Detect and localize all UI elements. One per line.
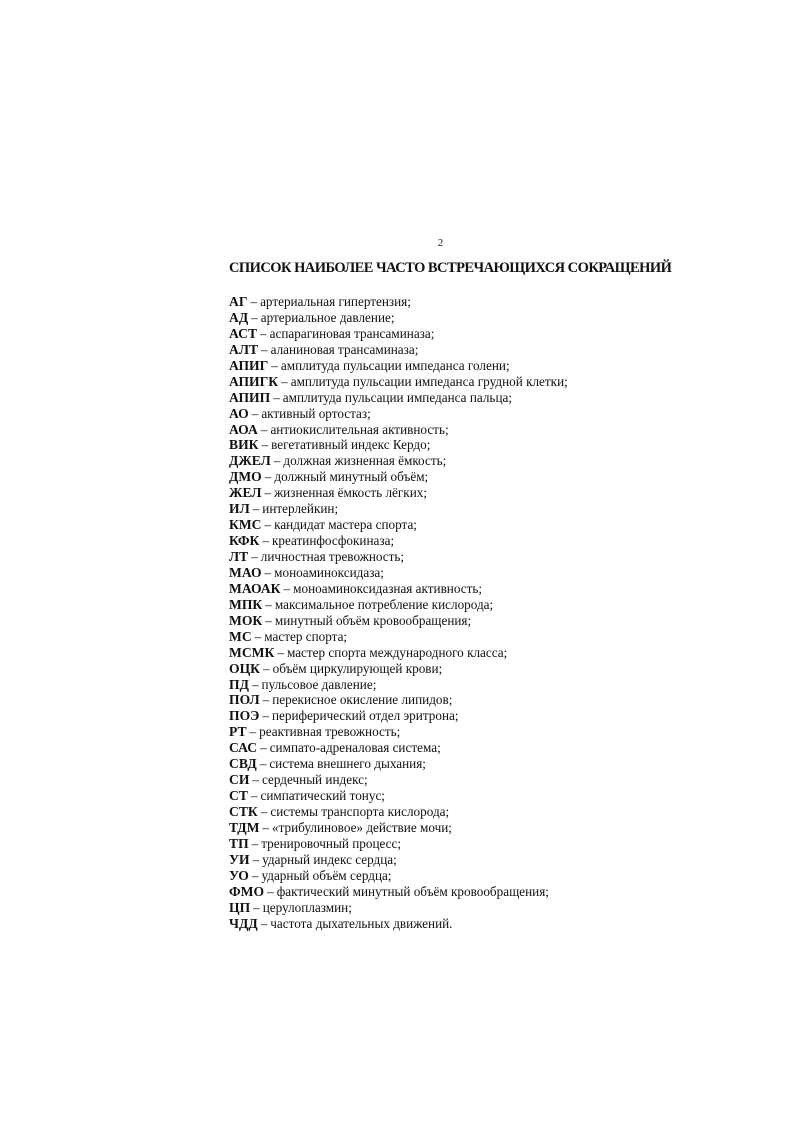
abbreviation-definition: креатинфосфокиназа; [271, 533, 395, 549]
abbreviation-separator: – [264, 564, 272, 580]
abbreviation-item [229, 549, 568, 565]
abbreviation-item [229, 565, 568, 581]
abbreviation-definition: артериальная гипертензия; [260, 294, 411, 309]
abbreviation-item [229, 916, 568, 932]
abbreviation-term: АПИГК [229, 373, 279, 389]
abbreviation-separator: – [265, 612, 272, 628]
abbreviation-definition: амплитуда пульсации импеданса голени; [280, 357, 510, 373]
abbreviation-separator: – [263, 660, 270, 676]
abbreviation-definition: сердечный индекс; [261, 772, 368, 788]
abbreviation-definition: симпато-адреналовая система; [269, 740, 441, 756]
abbreviation-separator: – [267, 883, 274, 899]
abbreviation-item [229, 501, 568, 517]
abbreviation-item [229, 437, 568, 453]
abbreviation-item [229, 342, 568, 358]
abbreviation-term: СИ [229, 772, 250, 788]
abbreviation-term: МС [229, 628, 252, 644]
abbreviation-definition: мастер спорта; [264, 628, 348, 644]
abbreviation-separator: – [277, 644, 284, 660]
abbreviation-separator: – [251, 835, 259, 851]
abbreviation-item [229, 788, 568, 804]
abbreviation-definition: моноаминоксидазная активность; [293, 580, 483, 596]
abbreviation-definition: церулоплазмин; [262, 899, 352, 915]
abbreviation-term: МСМК [229, 644, 275, 660]
abbreviation-term: ПД [229, 676, 249, 692]
abbreviation-term: ТП [229, 835, 249, 851]
abbreviation-term: МАО [229, 564, 262, 580]
abbreviation-item [229, 804, 568, 820]
abbreviation-separator: – [261, 437, 269, 453]
abbreviation-item [229, 485, 568, 501]
abbreviation-separator: – [251, 676, 259, 692]
abbreviation-separator: – [251, 309, 258, 325]
abbreviation-separator: – [259, 756, 267, 772]
abbreviation-separator: – [265, 596, 272, 612]
abbreviation-definition: интерлейкин; [262, 501, 339, 517]
abbreviation-term: АД [229, 309, 249, 325]
abbreviation-separator: – [264, 485, 272, 501]
abbreviation-term: АПИП [229, 389, 271, 405]
abbreviation-term: АГ [229, 294, 248, 309]
abbreviation-separator: – [271, 357, 278, 373]
abbreviation-definition: тренировочный процесс; [261, 835, 402, 851]
abbreviation-separator: – [250, 788, 258, 804]
abbreviation-definition: объём циркулирующей крови; [272, 660, 443, 676]
abbreviation-term: ТДМ [229, 819, 260, 835]
abbreviation-separator: – [249, 724, 257, 740]
abbreviation-item [229, 310, 568, 326]
abbreviation-definition: личностная тревожность; [260, 549, 405, 564]
abbreviation-term: КФК [229, 533, 260, 549]
abbreviation-separator: – [252, 851, 260, 867]
abbreviation-item [229, 374, 568, 390]
abbreviation-item [229, 900, 568, 916]
abbreviation-term: СВД [229, 756, 257, 772]
abbreviation-separator: – [262, 708, 269, 724]
abbreviation-term: ПОЭ [229, 708, 260, 724]
abbreviation-separator: – [264, 517, 272, 533]
abbreviation-separator: – [260, 915, 268, 931]
abbreviation-definition: артериальное давление; [260, 309, 395, 325]
abbreviation-item [229, 677, 568, 693]
abbreviation-term: МПК [229, 596, 263, 612]
abbreviation-separator: – [260, 804, 268, 819]
abbreviation-term: ЦП [229, 899, 251, 915]
abbreviation-term: КМС [229, 517, 262, 533]
abbreviation-term: СТК [229, 804, 258, 819]
abbreviation-term: ФМО [229, 883, 265, 899]
abbreviation-term: АОА [229, 421, 258, 437]
abbreviation-term: ЖЕЛ [229, 485, 262, 501]
abbreviation-separator: – [262, 533, 269, 549]
abbreviation-term: ЛТ [229, 549, 249, 564]
abbreviation-item [229, 613, 568, 629]
abbreviation-item [229, 692, 568, 708]
abbreviation-separator: – [273, 389, 280, 405]
abbreviation-separator: – [250, 294, 258, 309]
abbreviation-definition: «трибулиновое» действие мочи; [272, 819, 452, 835]
abbreviation-term: ОЦК [229, 660, 261, 676]
abbreviation-item [229, 517, 568, 533]
abbreviation-term: ПОЛ [229, 692, 260, 708]
abbreviation-separator: – [252, 501, 260, 517]
abbreviation-definition: антиокислительная активность; [270, 421, 449, 437]
abbreviation-separator: – [252, 772, 259, 788]
abbreviation-item [229, 294, 568, 310]
abbreviation-term: ИЛ [229, 501, 250, 517]
abbreviation-item [229, 326, 568, 342]
abbreviation-item [229, 645, 568, 661]
abbreviation-item [229, 661, 568, 677]
abbreviation-definition: должная жизненная ёмкость; [283, 453, 447, 469]
abbreviation-separator: – [262, 692, 270, 708]
abbreviation-definition: должный минутный объём; [274, 469, 429, 485]
abbreviation-item [229, 708, 568, 724]
abbreviation-item [229, 629, 568, 645]
abbreviation-item [229, 820, 568, 836]
abbreviation-definition: симпатический тонус; [260, 788, 385, 804]
abbreviation-term: АСТ [229, 325, 258, 341]
abbreviation-item [229, 533, 568, 549]
abbreviation-item [229, 724, 568, 740]
abbreviation-definition: максимальное потребление кислорода; [274, 596, 494, 612]
abbreviation-list [229, 294, 568, 932]
abbreviation-item [229, 884, 568, 900]
abbreviation-item [229, 836, 568, 852]
abbreviation-separator: – [264, 469, 272, 485]
abbreviation-definition: минутный объём кровообращения; [274, 612, 472, 628]
abbreviation-definition: реактивная тревожность; [259, 724, 401, 740]
abbreviation-separator: – [251, 549, 258, 564]
abbreviation-item [229, 772, 568, 788]
abbreviation-term: РТ [229, 724, 247, 740]
page-number: 2 [437, 237, 444, 249]
abbreviation-term: ВИК [229, 437, 259, 453]
abbreviation-definition: мастер спорта международного класса; [286, 644, 508, 660]
abbreviation-item [229, 406, 568, 422]
abbreviation-definition: пульсовое давление; [261, 676, 377, 692]
abbreviation-definition: амплитуда пульсации импеданса пальца; [282, 389, 513, 405]
abbreviation-term: СТ [229, 788, 248, 804]
abbreviation-term: АПИГ [229, 357, 269, 373]
abbreviation-term: МОК [229, 612, 263, 628]
abbreviation-separator: – [253, 899, 260, 915]
abbreviation-separator: – [260, 325, 267, 341]
abbreviation-definition: активный ортостаз; [261, 405, 371, 421]
abbreviation-item [229, 581, 568, 597]
abbreviation-definition: аланиновая трансаминаза; [270, 341, 419, 357]
abbreviation-definition: амплитуда пульсации импеданса грудной клетки; [290, 373, 568, 389]
abbreviation-term: АЛТ [229, 341, 259, 357]
abbreviation-definition: периферический отдел эритрона; [271, 708, 459, 724]
abbreviation-item [229, 469, 568, 485]
abbreviation-separator: – [251, 405, 259, 421]
abbreviation-definition: ударный объём сердца; [261, 867, 392, 883]
abbreviation-item [229, 453, 568, 469]
abbreviation-term: УИ [229, 851, 250, 867]
abbreviation-definition: моноаминоксидаза; [274, 564, 384, 580]
abbreviation-definition: жизненная ёмкость лёгких; [274, 485, 428, 501]
abbreviation-separator: – [281, 373, 288, 389]
abbreviation-definition: фактический минутный объём кровообращения; [276, 883, 549, 899]
abbreviation-definition: перекисное окисление липидов; [272, 692, 453, 708]
abbreviation-separator: – [260, 421, 268, 437]
abbreviation-definition: система внешнего дыхания; [269, 756, 426, 772]
abbreviation-separator: – [273, 453, 281, 469]
abbreviation-definition: системы транспорта кислорода; [270, 804, 450, 819]
abbreviation-term: УО [229, 867, 249, 883]
abbreviation-item [229, 390, 568, 406]
abbreviation-term: САС [229, 740, 258, 756]
abbreviation-item [229, 852, 568, 868]
abbreviation-separator: – [283, 580, 291, 596]
abbreviation-term: ДМО [229, 469, 262, 485]
abbreviation-item [229, 422, 568, 438]
page-title: СПИСОК НАИБОЛЕЕ ЧАСТО ВСТРЕЧАЮЩИХСЯ СОКРАЩЕНИЙ [229, 260, 672, 276]
abbreviation-separator: – [261, 341, 268, 357]
abbreviation-definition: вегетативный индекс Кердо; [271, 437, 431, 453]
abbreviation-definition: частота дыхательных движений. [270, 915, 453, 931]
abbreviation-item [229, 868, 568, 884]
abbreviation-term: АО [229, 405, 249, 421]
abbreviation-definition: кандидат мастера спорта; [274, 517, 417, 533]
abbreviation-separator: – [254, 628, 262, 644]
abbreviation-separator: – [262, 819, 269, 835]
abbreviation-term: ЧДД [229, 915, 258, 931]
abbreviation-item [229, 740, 568, 756]
abbreviation-item [229, 756, 568, 772]
abbreviation-separator: – [260, 740, 267, 756]
abbreviation-definition: ударный индекс сердца; [262, 851, 397, 867]
abbreviation-item [229, 358, 568, 374]
abbreviation-term: МАОАК [229, 580, 281, 596]
abbreviation-separator: – [251, 867, 259, 883]
abbreviation-definition: аспарагиновая трансаминаза; [269, 325, 435, 341]
abbreviation-item [229, 597, 568, 613]
abbreviation-term: ДЖЕЛ [229, 453, 271, 469]
